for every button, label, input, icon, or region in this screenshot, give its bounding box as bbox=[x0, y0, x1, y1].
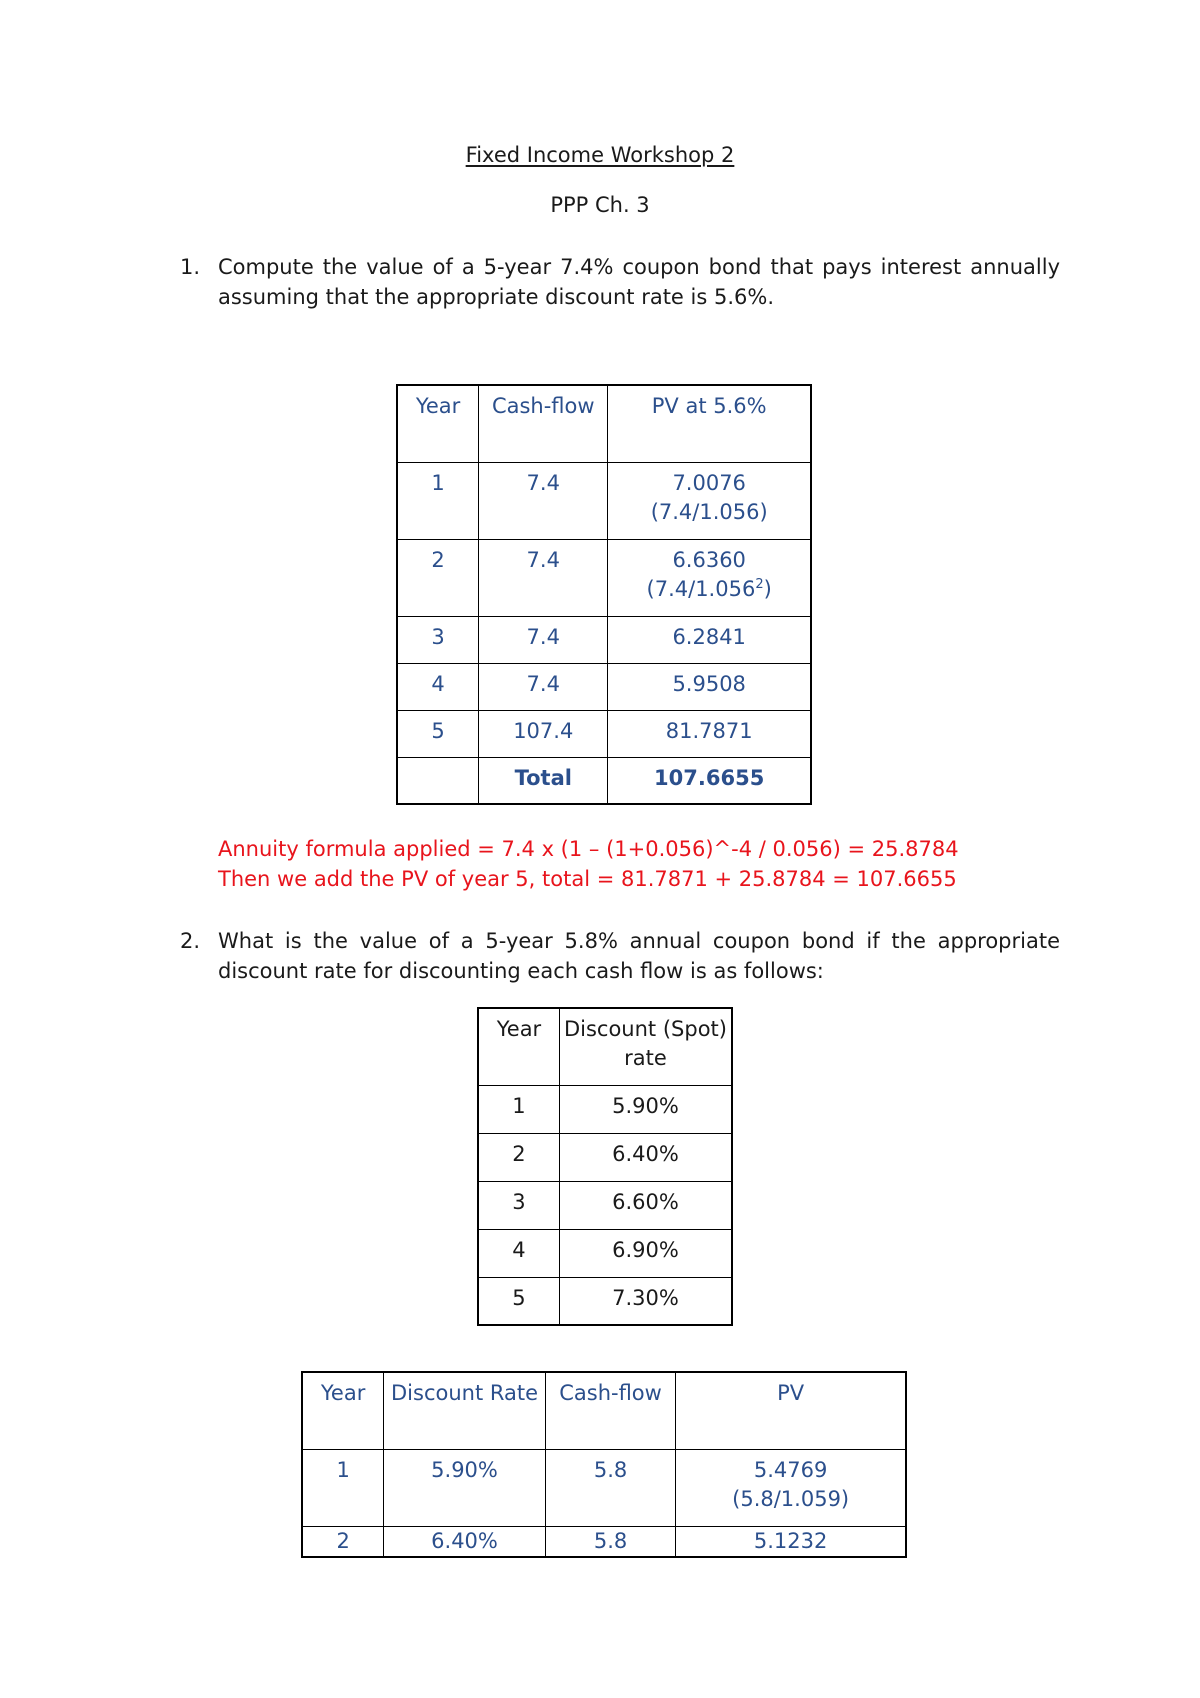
header-cashflow: Cash-flow bbox=[545, 1372, 676, 1449]
pv-value: 5.4769 bbox=[753, 1457, 828, 1482]
table-header-row bbox=[397, 385, 811, 462]
table-row bbox=[397, 539, 811, 616]
question-1 bbox=[180, 252, 1060, 312]
cell-rate: 6.60% bbox=[559, 1181, 732, 1229]
cell-year: 4 bbox=[478, 1229, 559, 1277]
pv-calculation: (7.4/1.056$^2$) bbox=[646, 576, 772, 601]
cell-pv: 5.9508 bbox=[608, 663, 811, 710]
cell-pv bbox=[608, 539, 811, 616]
table-total-row bbox=[397, 757, 811, 804]
header-pv: PV at 5.6% bbox=[608, 385, 811, 462]
question-text: Compute the value of a 5-year 7.4% coupon bond that pays interest annually assuming that the appropriate discount rate is 5.6%. bbox=[218, 255, 1060, 309]
spot-rate-table bbox=[477, 1007, 733, 1326]
cell-cashflow: 7.4 bbox=[479, 663, 608, 710]
header-pv: PV bbox=[676, 1372, 906, 1449]
cell-rate: 5.90% bbox=[559, 1085, 732, 1133]
total-value: 107.6655 bbox=[608, 757, 811, 804]
table-row bbox=[478, 1133, 732, 1181]
cell-year: 2 bbox=[302, 1526, 384, 1557]
pv-value: 6.6360 bbox=[672, 547, 746, 572]
cell-cashflow: 107.4 bbox=[479, 710, 608, 757]
total-label: Total bbox=[479, 757, 608, 804]
cell-pv bbox=[676, 1449, 906, 1526]
cell-cashflow: 7.4 bbox=[479, 616, 608, 663]
cell-rate: 6.40% bbox=[384, 1526, 546, 1557]
cell-year: 3 bbox=[397, 616, 479, 663]
header-discount-rate: Discount Rate bbox=[384, 1372, 546, 1449]
cell-year: 5 bbox=[478, 1277, 559, 1325]
cell-cashflow: 7.4 bbox=[479, 462, 608, 539]
table-row bbox=[302, 1449, 906, 1526]
pv-spot-table bbox=[301, 1371, 907, 1558]
annuity-formula-note: Annuity formula applied = 7.4 x (1 – (1+0.056)^-4 / 0.056) = 25.8784 bbox=[218, 837, 959, 861]
cell-year: 2 bbox=[478, 1133, 559, 1181]
cell-cashflow: 5.8 bbox=[545, 1449, 676, 1526]
document-title: Fixed Income Workshop 2 bbox=[465, 143, 735, 167]
table-row bbox=[302, 1526, 906, 1557]
cell-cashflow: 5.8 bbox=[545, 1526, 676, 1557]
question-2 bbox=[180, 926, 1060, 986]
total-sum-note: Then we add the PV of year 5, total = 81.7871 + 25.8784 = 107.6655 bbox=[218, 867, 957, 891]
header-cashflow: Cash-flow bbox=[479, 385, 608, 462]
question-text: What is the value of a 5-year 5.8% annual coupon bond if the appropriate discount rate for discounting each cash flow is as follows: bbox=[218, 929, 1060, 983]
cell-rate: 6.90% bbox=[559, 1229, 732, 1277]
cell-year: 5 bbox=[397, 710, 479, 757]
header-year: Year bbox=[302, 1372, 384, 1449]
cell-pv bbox=[608, 462, 811, 539]
cell-pv: 5.1232 bbox=[676, 1526, 906, 1557]
question-number: 1. bbox=[180, 255, 201, 279]
pv-calculation: (5.8/1.059) bbox=[732, 1486, 850, 1511]
cell-year: 2 bbox=[397, 539, 479, 616]
table-row bbox=[397, 462, 811, 539]
cell-year: 1 bbox=[397, 462, 479, 539]
cell-year: 4 bbox=[397, 663, 479, 710]
table-row bbox=[478, 1229, 732, 1277]
table-row bbox=[397, 663, 811, 710]
table-header-row bbox=[478, 1008, 732, 1085]
cell-year: 1 bbox=[478, 1085, 559, 1133]
cell-empty bbox=[397, 757, 479, 804]
header-discount-rate: Discount (Spot) rate bbox=[559, 1008, 732, 1085]
cell-rate: 7.30% bbox=[559, 1277, 732, 1325]
cell-cashflow: 7.4 bbox=[479, 539, 608, 616]
cell-pv: 81.7871 bbox=[608, 710, 811, 757]
header-year: Year bbox=[397, 385, 479, 462]
table-row bbox=[478, 1277, 732, 1325]
pv-calculation: (7.4/1.056) bbox=[650, 499, 768, 524]
cell-pv: 6.2841 bbox=[608, 616, 811, 663]
table-row bbox=[478, 1181, 732, 1229]
header-year: Year bbox=[478, 1008, 559, 1085]
document-subtitle: PPP Ch. 3 bbox=[550, 193, 650, 217]
table-header-row bbox=[302, 1372, 906, 1449]
cell-rate: 6.40% bbox=[559, 1133, 732, 1181]
table-row bbox=[397, 710, 811, 757]
question-number: 2. bbox=[180, 929, 201, 953]
pv-table-5-6 bbox=[396, 384, 812, 805]
cell-year: 1 bbox=[302, 1449, 384, 1526]
cell-year: 3 bbox=[478, 1181, 559, 1229]
table-row bbox=[478, 1085, 732, 1133]
cell-rate: 5.90% bbox=[384, 1449, 546, 1526]
table-row bbox=[397, 616, 811, 663]
pv-value: 7.0076 bbox=[672, 470, 746, 495]
